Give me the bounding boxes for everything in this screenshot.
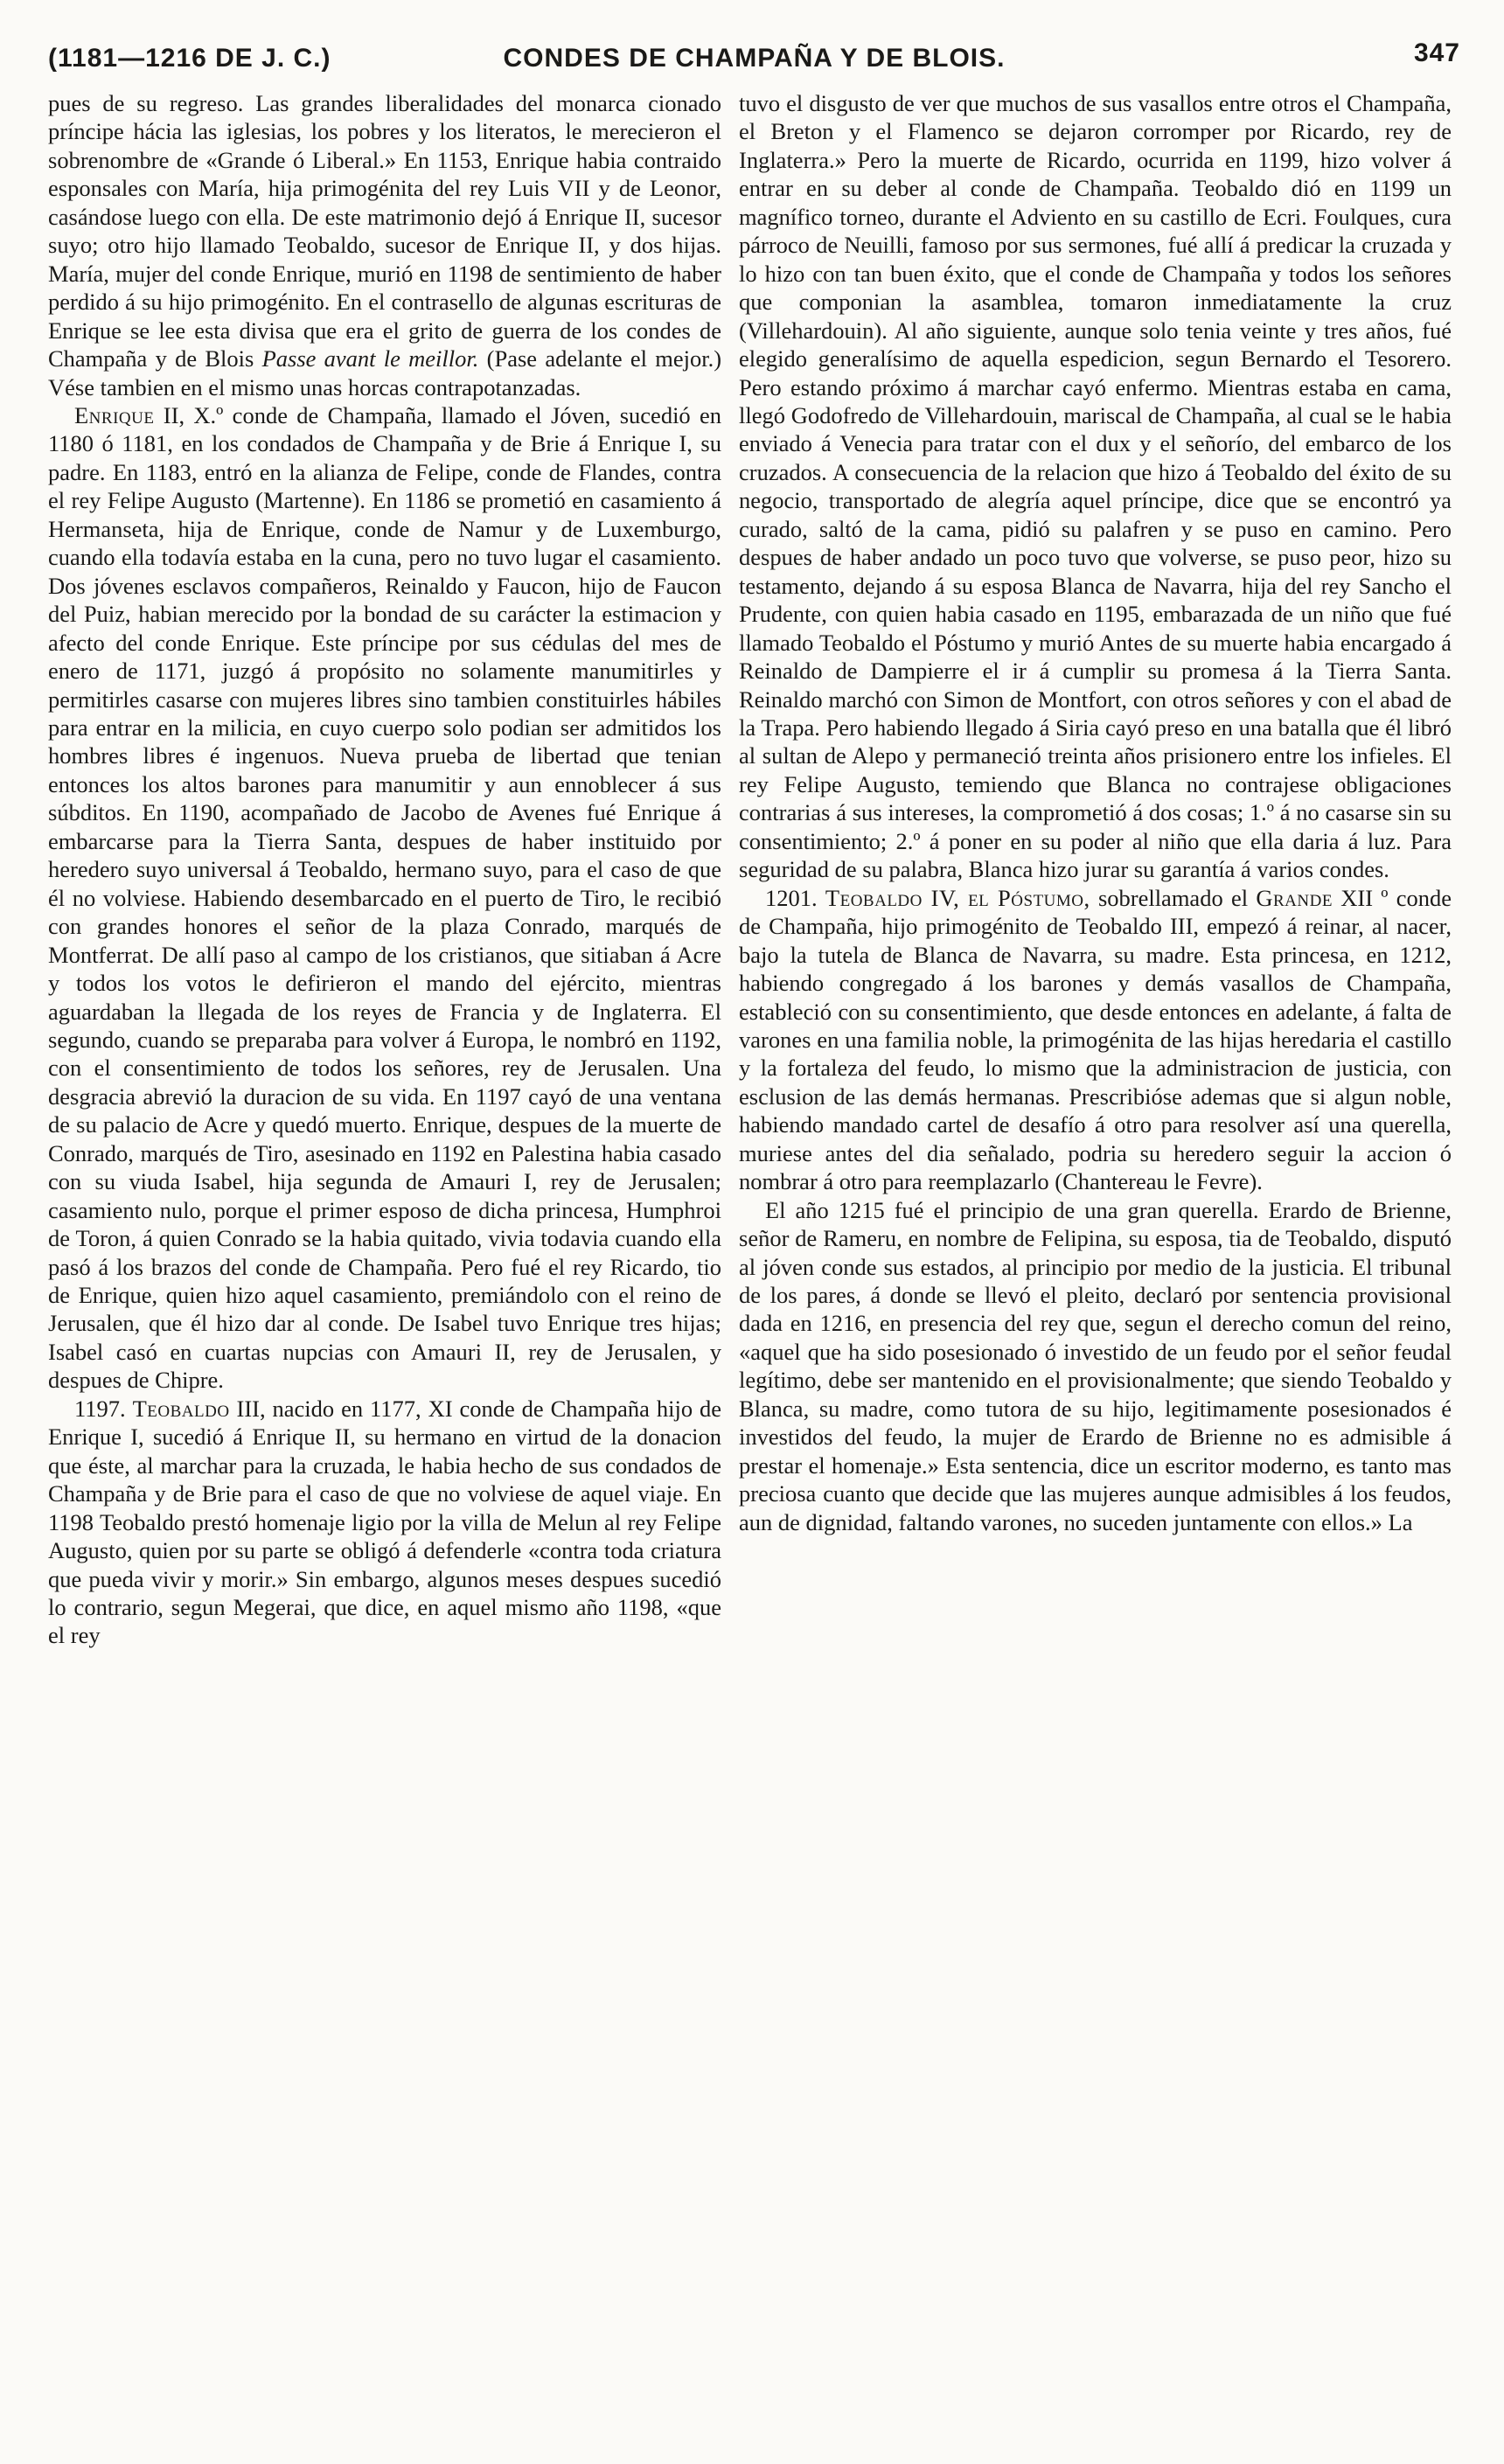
entry-year: 1201. xyxy=(765,884,818,911)
entry-epithet: Grande xyxy=(1256,884,1333,911)
paragraph-enrique-ii xyxy=(48,401,721,1395)
paragraph-text: III, nacido en 1177, XI conde de Champaña hijo de Enrique I, sucedió á Enrique II, su hermano en virtud de la donacion que éste, al marchar para la cruzada, le habia hecho de sus condados de Champaña y de Brie para el caso de que no volviese de aquel viaje. En 1198 Teobaldo prestó homenaje ligio por la villa de Melun al rey Felipe Augusto, quien por su parte se obligó á defenderle «contra toda criatura que pueda vivir y morir.» Sin embargo, algunos meses despues sucedió lo contrario, segun Megerai, que dice, en aquel mismo año 1198, «que el rey xyxy=(48,1395,721,1649)
entry-name: Teobaldo xyxy=(132,1395,230,1422)
paragraph-text: II, X.º conde de Champaña, llamado el Jóven, sucedió en 1180 ó 1181, en los condados de Champaña y de Brie á Enrique I, su padre. En 1183, entró en la alianza de Felipe, conde de Flandes, contra el rey Felipe Augusto (Martenne). En 1186 se prometió en casamiento á Hermanseta, hija de Enrique, conde de Namur y de Luxemburgo, cuando ella todavía estaba en la cuna, pero no tuvo lugar el casamiento. Dos jóvenes esclavos compañeros, Reinaldo y Faucon, hijo de Faucon del Puiz, habian merecido por la bondad de su carácter la estimacion y afecto del conde Enrique. Este príncipe por sus cédulas del mes de enero de 1171, juzgó á propósito no solamente manumitirles y permitirles casarse con mujeres libres sino tambien constituirles hábiles para entrar en la milicia, en cuyo cuerpo solo podian ser admitidos los hombres libres é ingenuos. Nueva prueba de libertad que tenian entonces los altos barones para manumitir y aun ennoblecer á sus súbditos. En 1190, acompañado de Jacobo de Avenes fué Enrique á embarcarse para la Tierra Santa, despues de haber instituido por heredero suyo universal á Teobaldo, hermano suyo, para el caso de que él no volviese. Habiendo desembarcado en el puerto de Tiro, le recibió con grandes honores el señor de la plaza Conrado, marqués de Montferrat. De allí paso al campo de los cristianos, que sitiaban á Acre y todos los votos le defirieron el mando del ejército, mientras aguardaban la llegada de los reyes de Francia y de Inglaterra. El segundo, cuando se preparaba para volver á Europa, le nombró en 1192, con el consentimiento de todos los señores, rey de Jerusalen. Una desgracia abrevió la duracion de su vida. En 1197 cayó de una ventana de su palacio de Acre y quedó muerto. Enrique, despues de la muerte de Conrado, marqués de Tiro, asesinado en 1192 en Palestina habia casado con su viuda Isabel, hija segunda de Amauri I, rey de Jerusalen; casamiento nulo, porque el primer esposo de dicha princesa, Humphroi de Toron, á quien Conrado se la habia quitado, vivia todavia cuando ella pasó á los brazos del conde de Champaña. Pero fué el rey Ricardo, tio de Enrique, quien hizo aquel casamiento, premiándolo con el reino de Jerusalen, que él hizo dar al conde. De Isabel tuvo Enrique tres hijas; Isabel casó en cuartas nupcias con Amauri II, rey de Jerusalen, y despues de Chipre. xyxy=(48,401,721,1394)
header-title: CONDES DE CHAMPAÑA Y DE BLOIS. xyxy=(503,44,1006,73)
header-date-range: (1181—1216 DE J. C.) xyxy=(48,44,331,73)
right-column xyxy=(739,89,1452,2415)
paragraph-teobaldo-iv xyxy=(739,884,1452,1196)
paragraph-querella xyxy=(739,1196,1452,1536)
text-columns xyxy=(48,89,1460,2415)
entry-name: Teobaldo IV, el Póstumo, xyxy=(825,884,1090,911)
paragraph-text: sobrellamado el xyxy=(1097,884,1249,911)
paragraph-text: XII º conde de Champaña, hijo primogénito de Teobaldo III, empezó á reinar, al nacer, bajo la tutela de Blanca de Navarra, su madre. Esta princesa, en 1212, habiendo congregado á los barones y demás vasallos de Champaña, estableció con su consentimiento, que desde entonces en adelante, á falta de varones en una familia noble, la primogénita de las hijas heredaria el castillo y la fortaleza del feudo, lo mismo que la administracion de justicia, con esclusion de las demás hermanas. Prescribióse ademas que si algun noble, habiendo mandado cartel de desafío á otro para resolver así una querella, muriese antes del dia señalado, podria su heredero seguir la accion ó nombrar á otro para reemplazarlo (Chantereau le Fevre). xyxy=(739,884,1452,1195)
paragraph-enrique-i-end xyxy=(48,89,721,401)
paragraph-text: El año 1215 fué el principio de una gran querella. Erardo de Brienne, señor de Rameru, en nombre de Felipina, su esposa, tia de Teobaldo, disputó al jóven conde sus estados, al principio por medio de la justicia. El tribunal de los pares, á donde se llevó el pleito, declaró por sentencia provisional dada en 1216, en presencia del rey que, segun el derecho comun del reino, «aquel que ha sido posesionado ó investido de un feudo por el señor feudal legítimo, debe ser mantenido en el provisionalmente; que siendo Teobaldo y Blanca, su madre, como tutora de su hijo, legitimamente posesionados é investidos del feudo, la mujer de Erardo de Brienne no es admisible á prestar el homenaje.» Esta sentencia, dice un escritor moderno, es tanto mas preciosa cuanto que decide que las mujeres aunque admisibles á los feudos, aun de dignidad, faltando varones, no suceden juntamente con ellos.» La xyxy=(739,1196,1452,1535)
paragraph-teobaldo-iii-cont xyxy=(739,89,1452,884)
paragraph-text: tuvo el disgusto de ver que muchos de sus vasallos entre otros el Champaña, el Breton y el Flamenco se dejaron corromper por Ricardo, rey de Inglaterra.» Pero la muerte de Ricardo, ocurrida en 1199, hizo volver á entrar en su deber al conde de Champaña. Teobaldo dió en 1199 un magnífico torneo, durante el Adviento en su castillo de Ecri. Foulques, cura párroco de Neuilli, famoso por sus sermones, fué allí á predicar la cruzada y lo hizo con tan buen éxito, que el conde de Champaña y todos los señores que componian la asamblea, tomaron inmediatamente la cruz (Villehardouin). Al año siguiente, aunque solo tenia veinte y tres años, fué elegido generalísimo de aquella espedicion, segun Bernardo el Tesorero. Pero estando próximo á marchar cayó enfermo. Mientras estaba en cama, llegó Godofredo de Villehardouin, mariscal de Champaña, al cual se le habia enviado á Venecia para tratar con el dux y el señorío, del embarco de los cruzados. A consecuencia de la relacion que hizo á Teobaldo del éxito de su negocio, transportado de alegría aquel príncipe, dice que se encontró ya curado, saltó de la cama, pidió su palafren y se puso en camino. Pero despues de haber andado un poco tuvo que volverse, se puso peor, hizo su testamento, dejando á su esposa Blanca de Navarra, hija del rey Sancho el Prudente, con quien habia casado en 1195, embarazada de un niño que fué llamado Teobaldo el Póstumo y murió Antes de su muerte habia encargado á Reinaldo de Dampierre el ir á cumplir su promesa á la Tierra Santa. Reinaldo marchó con Simon de Montfort, con otros señores y con el abad de la Trapa. Pero habiendo llegado á Siria cayó preso en una batalla que él libró al sultan de Alepo y permaneció treinta años prisionero entre los infieles. El rey Felipe Augusto, temiendo que Blanca no contrajese obligaciones contrarias á sus intereses, la comprometió á dos cosas; 1.º á no casarse sin su consentimiento; 2.º á poner en su poder al niño que ella daria á luz. Para seguridad de su palabra, Blanca hizo jurar su garantía á varios condes. xyxy=(739,90,1452,883)
paragraph-text: (Pase adelante el mejor.) Vése tambien en el mismo unas horcas contrapotanzadas. xyxy=(48,345,721,400)
page-number: 347 xyxy=(1413,38,1460,67)
document-page xyxy=(48,33,1460,2429)
paragraph-teobaldo-iii xyxy=(48,1395,721,1650)
left-column xyxy=(48,89,721,2415)
running-header xyxy=(48,33,1460,82)
entry-year: 1197. xyxy=(74,1395,126,1422)
entry-name: Enrique xyxy=(74,401,155,428)
motto-text: Passe avant le meillor. xyxy=(261,345,479,372)
paragraph-text: pues de su regreso. Las grandes liberalidades del monarca cionado príncipe hácia las iglesias, los pobres y los literatos, le merecieron el sobrenombre de «Grande ó Liberal.» En 1153, Enrique habia contraido esponsales con María, hija primogénita del rey Luis VII y de Leonor, casándose luego con ella. De este matrimonio dejó á Enrique II, sucesor suyo; otro hijo llamado Teobaldo, sucesor de Enrique II, y dos hijas. María, mujer del conde Enrique, murió en 1198 de sentimiento de haber perdido á su hijo primogénito. En el contrasello de algunas escrituras de Enrique se lee esta divisa que era el grito de guerra de los condes de Champaña y de Blois xyxy=(48,90,721,372)
